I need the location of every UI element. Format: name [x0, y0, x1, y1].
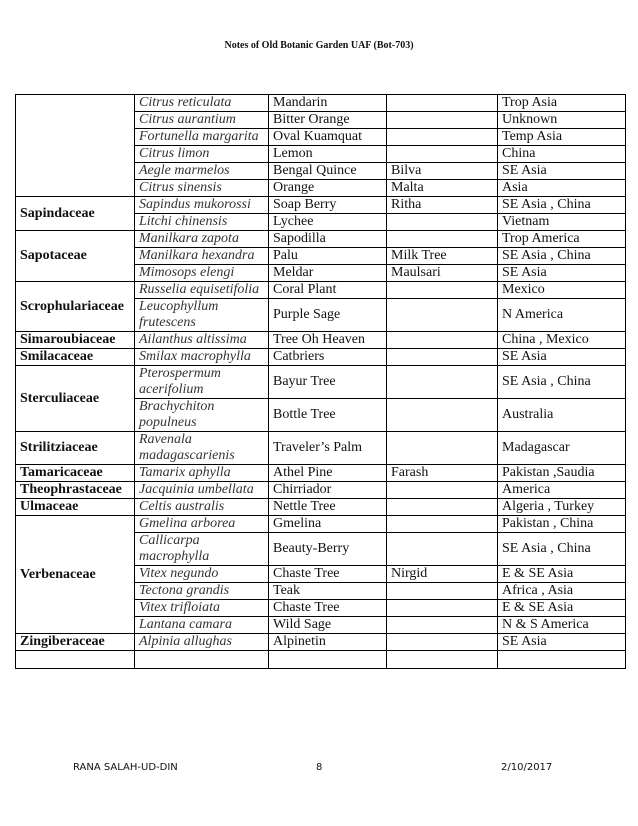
local-name-cell	[387, 214, 498, 231]
native-region-cell: Madagascar	[498, 432, 626, 465]
local-name-cell: Nirgid	[387, 566, 498, 583]
common-name-cell: Soap Berry	[269, 197, 387, 214]
local-name-cell	[387, 634, 498, 651]
local-name-cell	[387, 533, 498, 566]
scientific-name-cell: Citrus sinensis	[135, 180, 269, 197]
scientific-name-cell: Ailanthus altissima	[135, 332, 269, 349]
native-region-cell: E & SE Asia	[498, 600, 626, 617]
family-cell: Sterculiaceae	[16, 366, 135, 432]
native-region-cell: SE Asia	[498, 265, 626, 282]
common-name-cell: Athel Pine	[269, 465, 387, 482]
common-name-cell: Nettle Tree	[269, 499, 387, 516]
scientific-name-cell: Vitex trifloiata	[135, 600, 269, 617]
table-row	[16, 634, 626, 651]
common-name-cell: Oval Kuamquat	[269, 129, 387, 146]
table-row	[16, 366, 626, 399]
family-cell	[16, 651, 135, 669]
table-row	[16, 282, 626, 299]
local-name-cell	[387, 349, 498, 366]
scientific-name-cell: Leucophyllum frutescens	[135, 299, 269, 332]
family-cell: Theophrastaceae	[16, 482, 135, 499]
local-name-cell	[387, 499, 498, 516]
scientific-name-cell: Callicarpa macrophylla	[135, 533, 269, 566]
native-region-cell: SE Asia	[498, 634, 626, 651]
common-name-cell: Bayur Tree	[269, 366, 387, 399]
plant-table-body	[16, 95, 626, 669]
scientific-name-cell: Litchi chinensis	[135, 214, 269, 231]
local-name-cell	[387, 600, 498, 617]
common-name-cell: Lychee	[269, 214, 387, 231]
table-row	[16, 332, 626, 349]
local-name-cell	[387, 299, 498, 332]
local-name-cell	[387, 95, 498, 112]
common-name-cell: Chirriador	[269, 482, 387, 499]
native-region-cell: SE Asia , China	[498, 533, 626, 566]
scientific-name-cell: Vitex negundo	[135, 566, 269, 583]
native-region-cell: Vietnam	[498, 214, 626, 231]
local-name-cell	[387, 617, 498, 634]
scientific-name-cell: Citrus limon	[135, 146, 269, 163]
native-region-cell: SE Asia , China	[498, 197, 626, 214]
native-region-cell: SE Asia , China	[498, 366, 626, 399]
table-row	[16, 432, 626, 465]
page-footer	[0, 762, 638, 776]
native-region-cell: Trop America	[498, 231, 626, 248]
table-row	[16, 499, 626, 516]
local-name-cell	[387, 583, 498, 600]
local-name-cell: Bilva	[387, 163, 498, 180]
scientific-name-cell	[135, 651, 269, 669]
family-cell: Tamaricaceae	[16, 465, 135, 482]
family-cell: Smilacaceae	[16, 349, 135, 366]
scientific-name-cell: Citrus reticulata	[135, 95, 269, 112]
table-row	[16, 231, 626, 248]
native-region-cell: Pakistan , China	[498, 516, 626, 533]
footer-date: 2/10/2017	[501, 762, 553, 773]
plant-table	[15, 94, 626, 669]
scientific-name-cell: Brachychiton populneus	[135, 399, 269, 432]
common-name-cell: Chaste Tree	[269, 566, 387, 583]
local-name-cell	[387, 516, 498, 533]
local-name-cell	[387, 231, 498, 248]
scientific-name-cell: Russelia equisetifolia	[135, 282, 269, 299]
native-region-cell: SE Asia , China	[498, 248, 626, 265]
family-cell: Ulmaceae	[16, 499, 135, 516]
family-cell: Strilitziaceae	[16, 432, 135, 465]
common-name-cell: Sapodilla	[269, 231, 387, 248]
common-name-cell: Palu	[269, 248, 387, 265]
native-region-cell: E & SE Asia	[498, 566, 626, 583]
common-name-cell: Meldar	[269, 265, 387, 282]
native-region-cell: N America	[498, 299, 626, 332]
scientific-name-cell: Tamarix aphylla	[135, 465, 269, 482]
native-region-cell: China	[498, 146, 626, 163]
scientific-name-cell: Manilkara zapota	[135, 231, 269, 248]
common-name-cell: Catbriers	[269, 349, 387, 366]
local-name-cell	[387, 482, 498, 499]
common-name-cell	[269, 651, 387, 669]
native-region-cell	[498, 651, 626, 669]
scientific-name-cell: Ravenala madagascarienis	[135, 432, 269, 465]
native-region-cell: Pakistan ,Saudia	[498, 465, 626, 482]
native-region-cell: China , Mexico	[498, 332, 626, 349]
table-row	[16, 465, 626, 482]
native-region-cell: N & S America	[498, 617, 626, 634]
native-region-cell: Australia	[498, 399, 626, 432]
local-name-cell	[387, 146, 498, 163]
page-header: Notes of Old Botanic Garden UAF (Bot-703)	[224, 40, 414, 51]
native-region-cell: Algeria , Turkey	[498, 499, 626, 516]
scientific-name-cell: Sapindus mukorossi	[135, 197, 269, 214]
footer-page-number: 8	[316, 762, 323, 773]
local-name-cell	[387, 366, 498, 399]
native-region-cell: Temp Asia	[498, 129, 626, 146]
scientific-name-cell: Aegle marmelos	[135, 163, 269, 180]
table-row	[16, 516, 626, 533]
family-cell	[16, 95, 135, 197]
common-name-cell: Mandarin	[269, 95, 387, 112]
native-region-cell: Trop Asia	[498, 95, 626, 112]
table-row	[16, 197, 626, 214]
table-row	[16, 651, 626, 669]
scientific-name-cell: Smilax macrophylla	[135, 349, 269, 366]
local-name-cell: Milk Tree	[387, 248, 498, 265]
common-name-cell: Coral Plant	[269, 282, 387, 299]
common-name-cell: Traveler’s Palm	[269, 432, 387, 465]
local-name-cell	[387, 651, 498, 669]
local-name-cell: Farash	[387, 465, 498, 482]
local-name-cell	[387, 399, 498, 432]
scientific-name-cell: Celtis australis	[135, 499, 269, 516]
native-region-cell: Unknown	[498, 112, 626, 129]
scientific-name-cell: Manilkara hexandra	[135, 248, 269, 265]
scientific-name-cell: Lantana camara	[135, 617, 269, 634]
common-name-cell: Lemon	[269, 146, 387, 163]
scientific-name-cell: Alpinia allughas	[135, 634, 269, 651]
common-name-cell: Purple Sage	[269, 299, 387, 332]
native-region-cell: Mexico	[498, 282, 626, 299]
table-row	[16, 482, 626, 499]
footer-author: RANA SALAH-UD-DIN	[73, 762, 178, 773]
scientific-name-cell: Tectona grandis	[135, 583, 269, 600]
local-name-cell	[387, 332, 498, 349]
native-region-cell: SE Asia	[498, 349, 626, 366]
local-name-cell: Ritha	[387, 197, 498, 214]
common-name-cell: Bottle Tree	[269, 399, 387, 432]
family-cell: Sapindaceae	[16, 197, 135, 231]
local-name-cell	[387, 282, 498, 299]
scientific-name-cell: Pterospermum acerifolium	[135, 366, 269, 399]
native-region-cell: Asia	[498, 180, 626, 197]
family-cell: Simaroubiaceae	[16, 332, 135, 349]
common-name-cell: Beauty-Berry	[269, 533, 387, 566]
local-name-cell	[387, 432, 498, 465]
local-name-cell: Maulsari	[387, 265, 498, 282]
common-name-cell: Bitter Orange	[269, 112, 387, 129]
scientific-name-cell: Gmelina arborea	[135, 516, 269, 533]
local-name-cell	[387, 129, 498, 146]
common-name-cell: Tree Oh Heaven	[269, 332, 387, 349]
native-region-cell: America	[498, 482, 626, 499]
family-cell: Sapotaceae	[16, 231, 135, 282]
scientific-name-cell: Citrus aurantium	[135, 112, 269, 129]
local-name-cell: Malta	[387, 180, 498, 197]
family-cell: Verbenaceae	[16, 516, 135, 634]
scientific-name-cell: Mimosops elengi	[135, 265, 269, 282]
family-cell: Scrophulariaceae	[16, 282, 135, 332]
table-row	[16, 349, 626, 366]
local-name-cell	[387, 112, 498, 129]
common-name-cell: Orange	[269, 180, 387, 197]
common-name-cell: Alpinetin	[269, 634, 387, 651]
scientific-name-cell: Fortunella margarita	[135, 129, 269, 146]
common-name-cell: Wild Sage	[269, 617, 387, 634]
common-name-cell: Bengal Quince	[269, 163, 387, 180]
common-name-cell: Gmelina	[269, 516, 387, 533]
table-row	[16, 95, 626, 112]
native-region-cell: SE Asia	[498, 163, 626, 180]
family-cell: Zingiberaceae	[16, 634, 135, 651]
common-name-cell: Teak	[269, 583, 387, 600]
scientific-name-cell: Jacquinia umbellata	[135, 482, 269, 499]
native-region-cell: Africa , Asia	[498, 583, 626, 600]
common-name-cell: Chaste Tree	[269, 600, 387, 617]
